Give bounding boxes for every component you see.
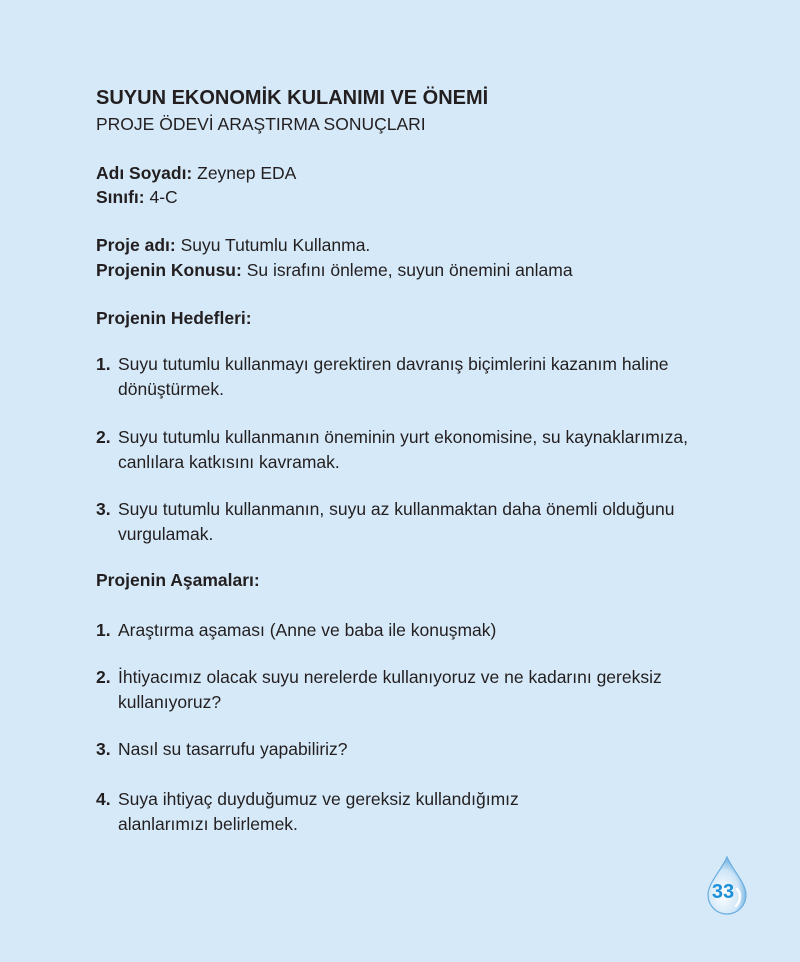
class-label: Sınıfı: (96, 187, 145, 207)
stage-item (96, 618, 736, 643)
project-topic-line (96, 260, 573, 281)
student-name-line (96, 163, 296, 184)
stage-text: İhtiyacımız olacak suyu nerelerde kullanıyoruz ve ne kadarını gereksiz kullanıyoruz? (118, 667, 662, 712)
goal-text: Suyu tutumlu kullanmanın öneminin yurt ekonomisine, su kaynaklarımıza, canlılara katkısını kavramak. (118, 427, 688, 472)
topic-label: Projenin Konusu: (96, 260, 242, 280)
stage-number: 2. (96, 667, 111, 687)
goal-number: 1. (96, 354, 111, 374)
project-name-line (96, 235, 370, 256)
goal-number: 3. (96, 499, 111, 519)
stage-number: 3. (96, 739, 111, 759)
stage-number: 1. (96, 620, 111, 640)
stage-text: Suya ihtiyaç duyduğumuz ve gereksiz kullandığımız alanlarımızı belirlemek. (118, 789, 519, 834)
stages-heading: Projenin Aşamaları: (96, 570, 260, 590)
page-subtitle: PROJE ÖDEVİ ARAŞTIRMA SONUÇLARI (96, 114, 426, 134)
name-value: Zeynep EDA (192, 163, 297, 183)
page-title: SUYUN EKONOMİK KULANIMI VE ÖNEMİ (96, 87, 489, 109)
class-value: 4-C (144, 187, 178, 207)
page-number: 33 (711, 881, 735, 903)
stage-item (96, 737, 736, 762)
stage-number: 4. (96, 789, 111, 809)
stage-text: Araştırma aşaması (Anne ve baba ile konuşmak) (118, 620, 497, 640)
goal-item (96, 425, 736, 475)
project-label: Proje adı: (96, 235, 176, 255)
goal-item (96, 497, 736, 547)
goal-text: Suyu tutumlu kullanmanın, suyu az kullanmaktan daha önemli olduğunu vurgulamak. (118, 499, 675, 544)
project-value: Suyu Tutumlu Kullanma. (175, 235, 371, 255)
goal-text: Suyu tutumlu kullanmayı gerektiren davranış biçimlerini kazanım haline dönüştürmek. (118, 354, 669, 399)
stage-text: Nasıl su tasarrufu yapabiliriz? (118, 739, 348, 759)
goals-heading: Projenin Hedefleri: (96, 308, 252, 328)
stage-item (96, 787, 736, 837)
goal-number: 2. (96, 427, 111, 447)
name-label: Adı Soyadı: (96, 163, 193, 183)
topic-value: Su israfını önleme, suyun önemini anlama (241, 260, 573, 280)
student-class-line (96, 187, 178, 208)
stage-item (96, 665, 736, 715)
goal-item (96, 352, 736, 402)
